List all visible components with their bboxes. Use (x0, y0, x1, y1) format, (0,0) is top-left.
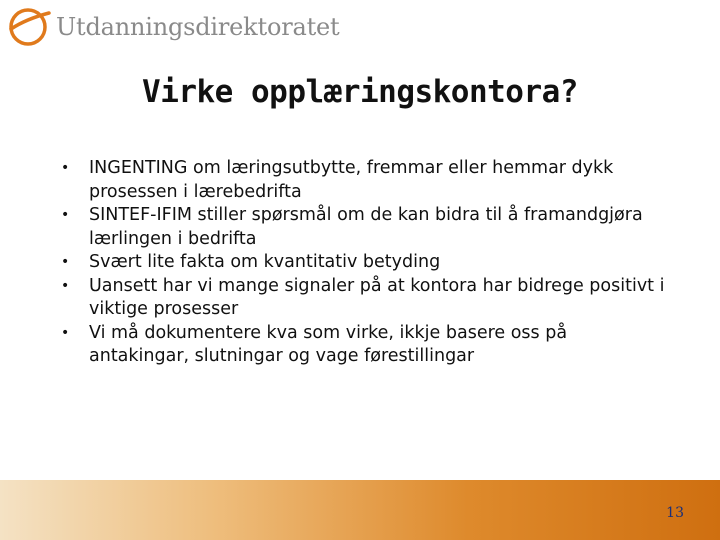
bullet-icon: • (61, 207, 70, 223)
bullet-item (58, 322, 668, 369)
bullet-item (58, 157, 668, 204)
bullet-icon: • (61, 160, 70, 176)
organization-logo (6, 5, 340, 49)
bullet-text: Uansett har vi mange signaler på at kontora har bidrege positivt i viktige prosesser (89, 275, 665, 319)
bullet-text: INGENTING om læringsutbytte, fremmar eller hemmar dykk prosessen i lærebedrifta (89, 158, 614, 202)
bullet-text: Svært lite fakta om kvantitativ betyding (89, 252, 441, 272)
bullet-list (58, 157, 668, 369)
bullet-icon: • (61, 254, 70, 270)
logo-mark-icon (6, 5, 52, 49)
bullet-item (58, 204, 668, 251)
page-number: 13 (666, 505, 684, 521)
bullet-icon: • (61, 277, 70, 294)
bullet-item (58, 251, 668, 275)
bullet-icon: • (61, 324, 70, 341)
footer-bar (0, 480, 720, 540)
bullet-text: SINTEF-IFIM stiller spørsmål om de kan bidra til å framandgjøra lærlingen i bedrifta (89, 205, 643, 249)
bullet-item (58, 275, 668, 322)
logo-text: Utdanningsdirektoratet (56, 13, 340, 41)
bullet-text: Vi må dokumentere kva som virke, ikkje basere oss på antakingar, slutningar og vage førestillingar (89, 322, 568, 366)
slide-title: Virke opplæringskontora? (142, 74, 578, 110)
